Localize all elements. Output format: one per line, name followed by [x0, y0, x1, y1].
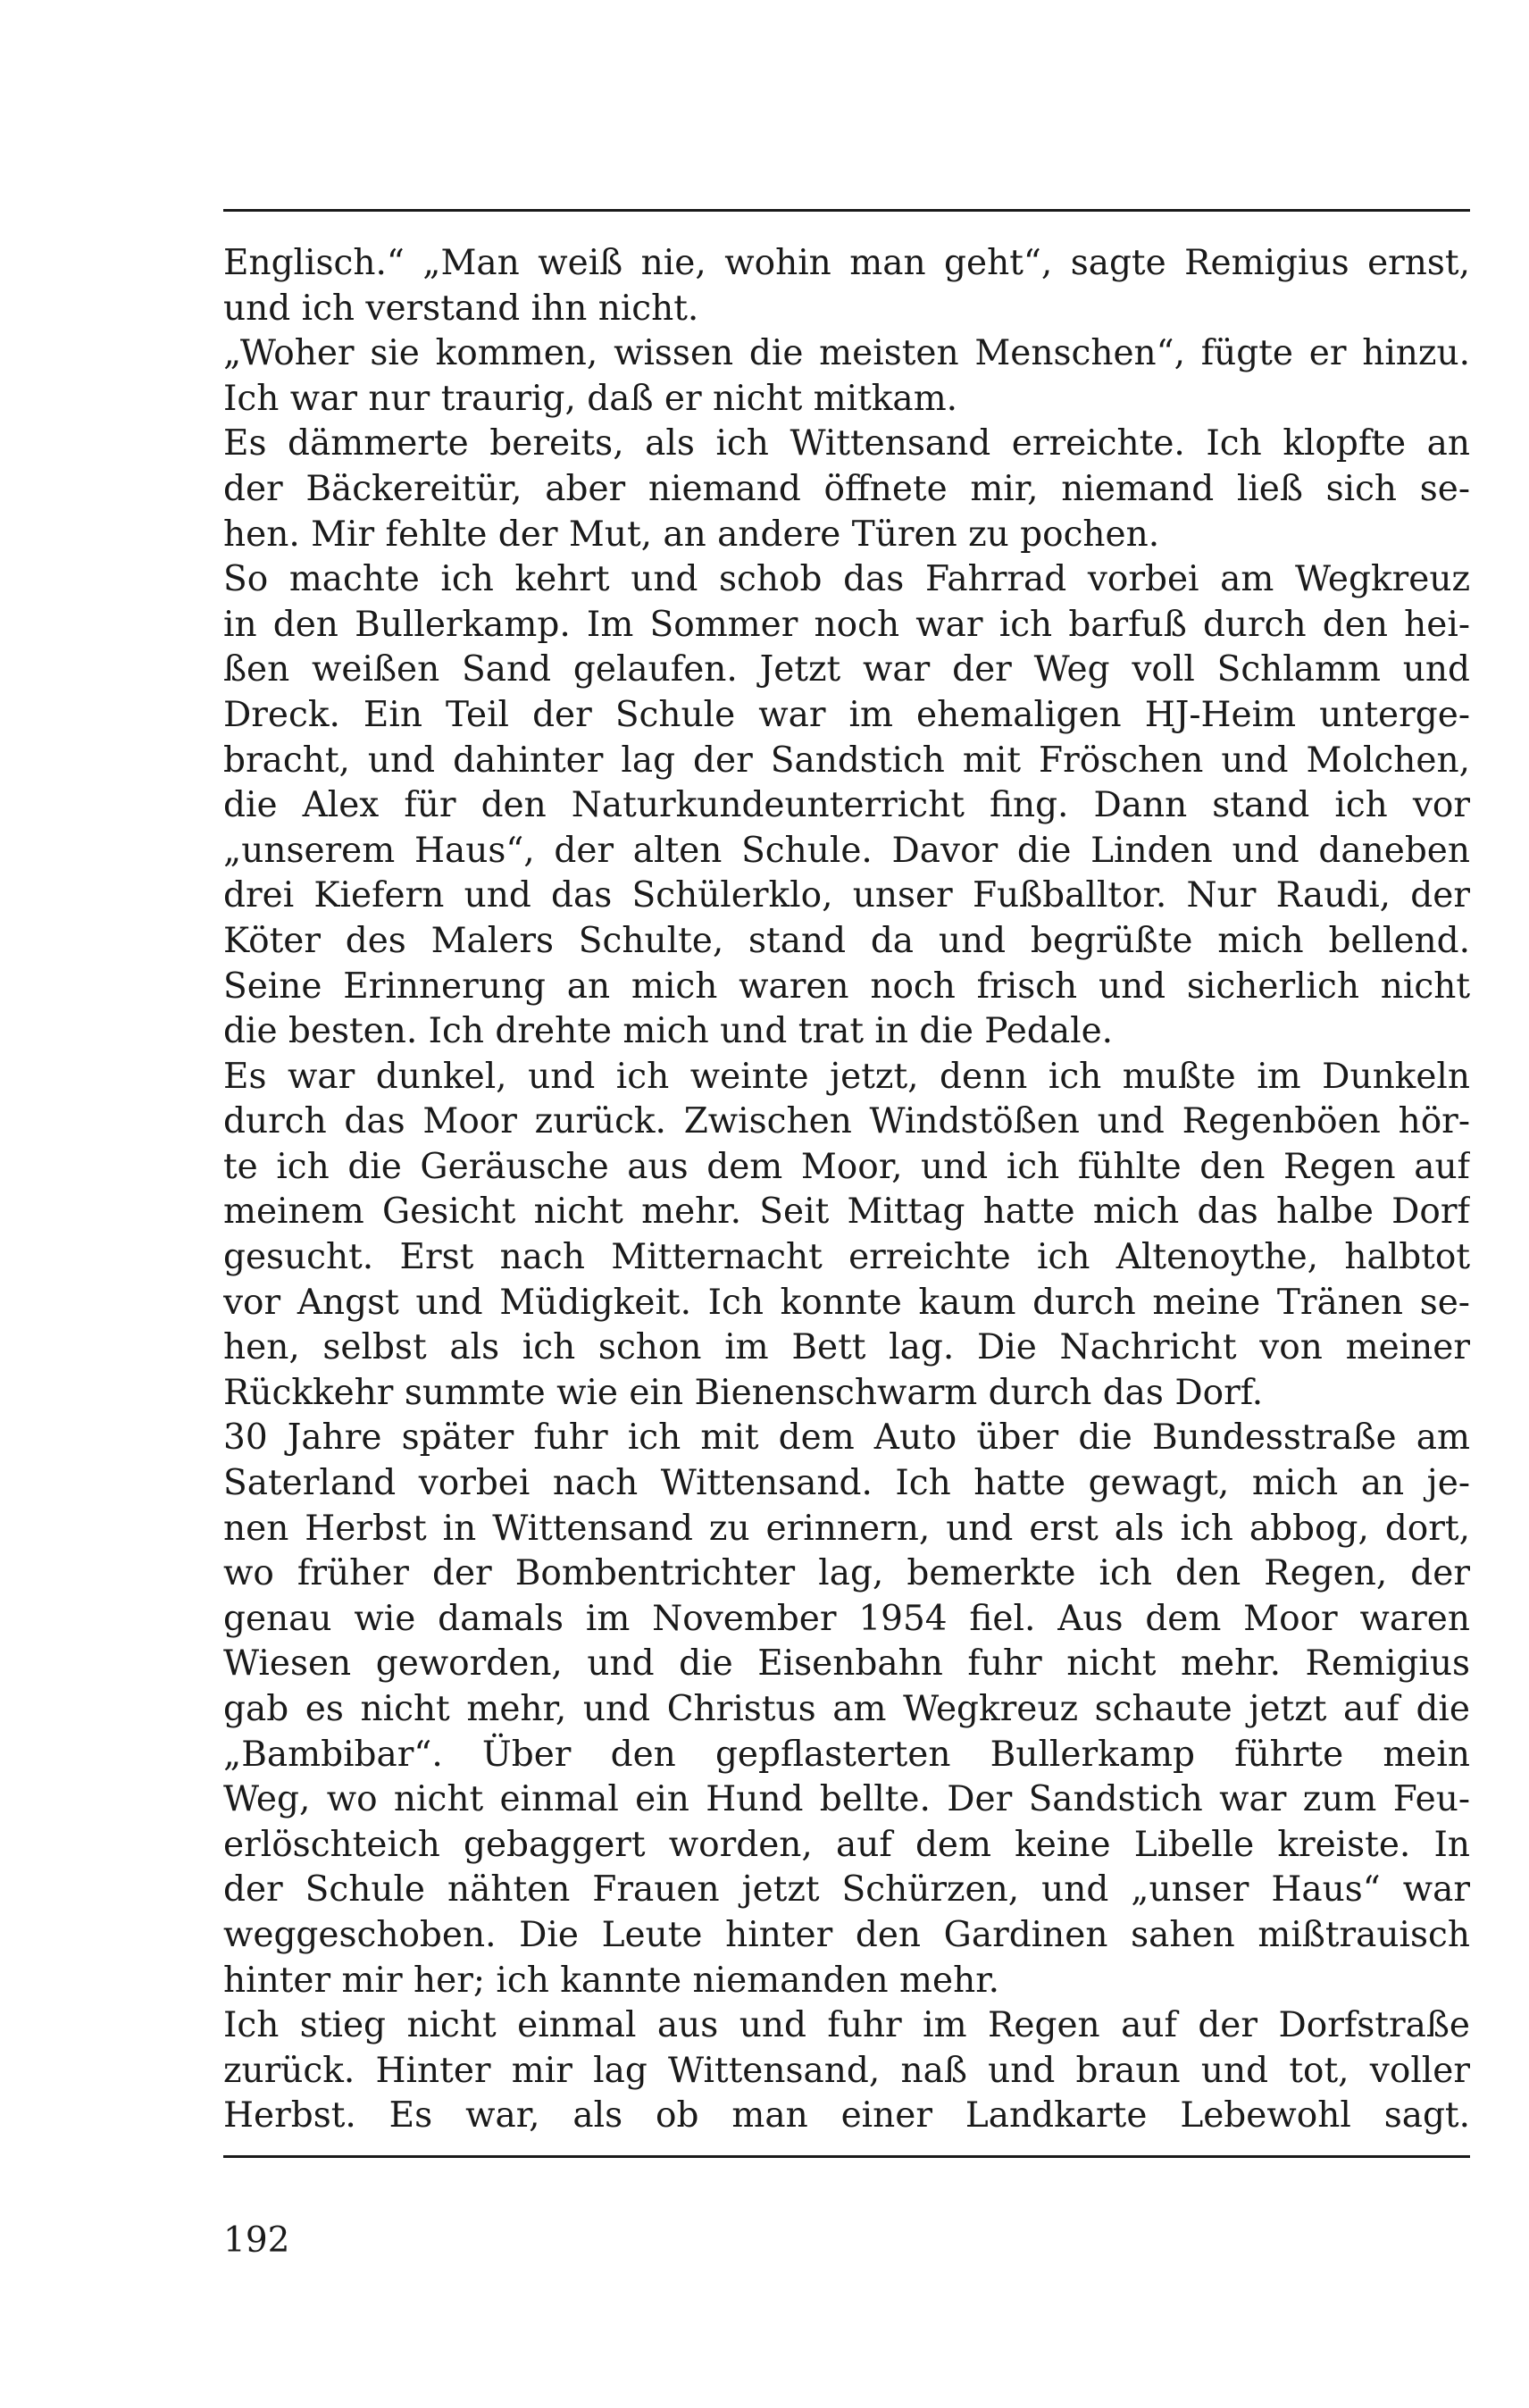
top-rule [223, 209, 1470, 212]
text-line: Es dämmerte bereits, als ich Wittensand erreichte. Ich klopfte an [223, 423, 1470, 464]
text-line: „Woher sie kommen, wissen die meisten Menschen“, fügte er hinzu. [223, 333, 1470, 374]
text-line: wo früher der Bombentrichter lag, bemerkte ich den Regen, der [223, 1553, 1470, 1594]
text-line: Ich stieg nicht einmal aus und fuhr im Regen auf der Dorfstraße [223, 2005, 1470, 2046]
text-line: Es war dunkel, und ich weinte jetzt, denn ich mußte im Dunkeln [223, 1056, 1470, 1097]
text-line: der Schule nähten Frauen jetzt Schürzen, und „unser Haus“ war [223, 1869, 1470, 1911]
text-line: hinter mir her; ich kannte niemanden mehr. [223, 1960, 999, 2001]
text-line: Rückkehr summte wie ein Bienenschwarm durch das Dorf. [223, 1372, 1264, 1413]
text-line: Dreck. Ein Teil der Schule war im ehemaligen HJ-Heim unterge- [223, 694, 1470, 735]
text-line: te ich die Geräusche aus dem Moor, und ich fühlte den Regen auf [223, 1146, 1470, 1187]
text-line: Köter des Malers Schulte, stand da und begrüßte mich bellend. [223, 920, 1470, 961]
text-line: durch das Moor zurück. Zwischen Windstößen und Regenböen hör- [223, 1101, 1470, 1142]
text-line: „unserem Haus“, der alten Schule. Davor die Linden und daneben [223, 830, 1470, 871]
text-line: Weg, wo nicht einmal ein Hund bellte. Der Sandstich war zum Feu- [223, 1779, 1470, 1820]
text-line: gesucht. Erst nach Mitternacht erreichte ich Altenoythe, halbtot [223, 1237, 1470, 1278]
text-line: bracht, und dahinter lag der Sandstich mit Fröschen und Molchen, [223, 740, 1470, 781]
text-line: ßen weißen Sand gelaufen. Jetzt war der Weg voll Schlamm und [223, 649, 1470, 690]
text-line: erlöschteich gebaggert worden, auf dem keine Libelle kreiste. In [223, 1824, 1470, 1865]
text-line: Seine Erinnerung an mich waren noch frisch und sicherlich nicht [223, 966, 1470, 1007]
body-text [223, 241, 1470, 2139]
text-line: gab es nicht mehr, und Christus am Wegkreuz schaute jetzt auf die [223, 1689, 1470, 1729]
bottom-rule [223, 2155, 1470, 2158]
text-line: nen Herbst in Wittensand zu erinnern, und erst als ich abbog, dort, [223, 1508, 1470, 1549]
text-line: der Bäckereitür, aber niemand öffnete mir, niemand ließ sich se- [223, 468, 1470, 509]
text-line: Englisch.“ „Man weiß nie, wohin man geht“, sagte Remigius ernst, [223, 243, 1470, 283]
text-line: Ich war nur traurig, daß er nicht mitkam. [223, 378, 958, 419]
text-line: die besten. Ich drehte mich und trat in die Pedale. [223, 1011, 1114, 1052]
text-line: „Bambibar“. Über den gepflasterten Bullerkamp führte mein [223, 1734, 1470, 1775]
text-line: Wiesen geworden, und die Eisenbahn fuhr nicht mehr. Remigius [223, 1643, 1470, 1685]
text-line: die Alex für den Naturkundeunterricht fing. Dann stand ich vor [223, 785, 1470, 826]
text-line: hen, selbst als ich schon im Bett lag. Die Nachricht von meiner [223, 1327, 1470, 1368]
text-line: Herbst. Es war, als ob man einer Landkarte Lebewohl sagt. [223, 2095, 1470, 2136]
text-line: zurück. Hinter mir lag Wittensand, naß und braun und tot, voller [223, 2050, 1470, 2091]
text-line: und ich verstand ihn nicht. [223, 288, 699, 329]
text-line: drei Kiefern und das Schülerklo, unser Fußballtor. Nur Raudi, der [223, 875, 1470, 916]
text-line: Saterland vorbei nach Wittensand. Ich hatte gewagt, mich an je- [223, 1463, 1470, 1504]
text-line: vor Angst und Müdigkeit. Ich konnte kaum durch meine Tränen se- [223, 1282, 1470, 1323]
text-line: genau wie damals im November 1954 fiel. Aus dem Moor waren [223, 1598, 1470, 1639]
text-line: meinem Gesicht nicht mehr. Seit Mittag hatte mich das halbe Dorf [223, 1191, 1470, 1233]
text-line: weggeschoben. Die Leute hinter den Gardinen sahen mißtrauisch [223, 1914, 1470, 1955]
text-line: in den Bullerkamp. Im Sommer noch war ich barfuß durch den hei- [223, 604, 1470, 645]
text-line: 30 Jahre später fuhr ich mit dem Auto über die Bundesstraße am [223, 1417, 1470, 1459]
text-line: hen. Mir fehlte der Mut, an andere Türen zu pochen. [223, 514, 1160, 555]
text-line: So machte ich kehrt und schob das Fahrrad vorbei am Wegkreuz [223, 559, 1470, 600]
page-number: 192 [223, 2220, 290, 2261]
